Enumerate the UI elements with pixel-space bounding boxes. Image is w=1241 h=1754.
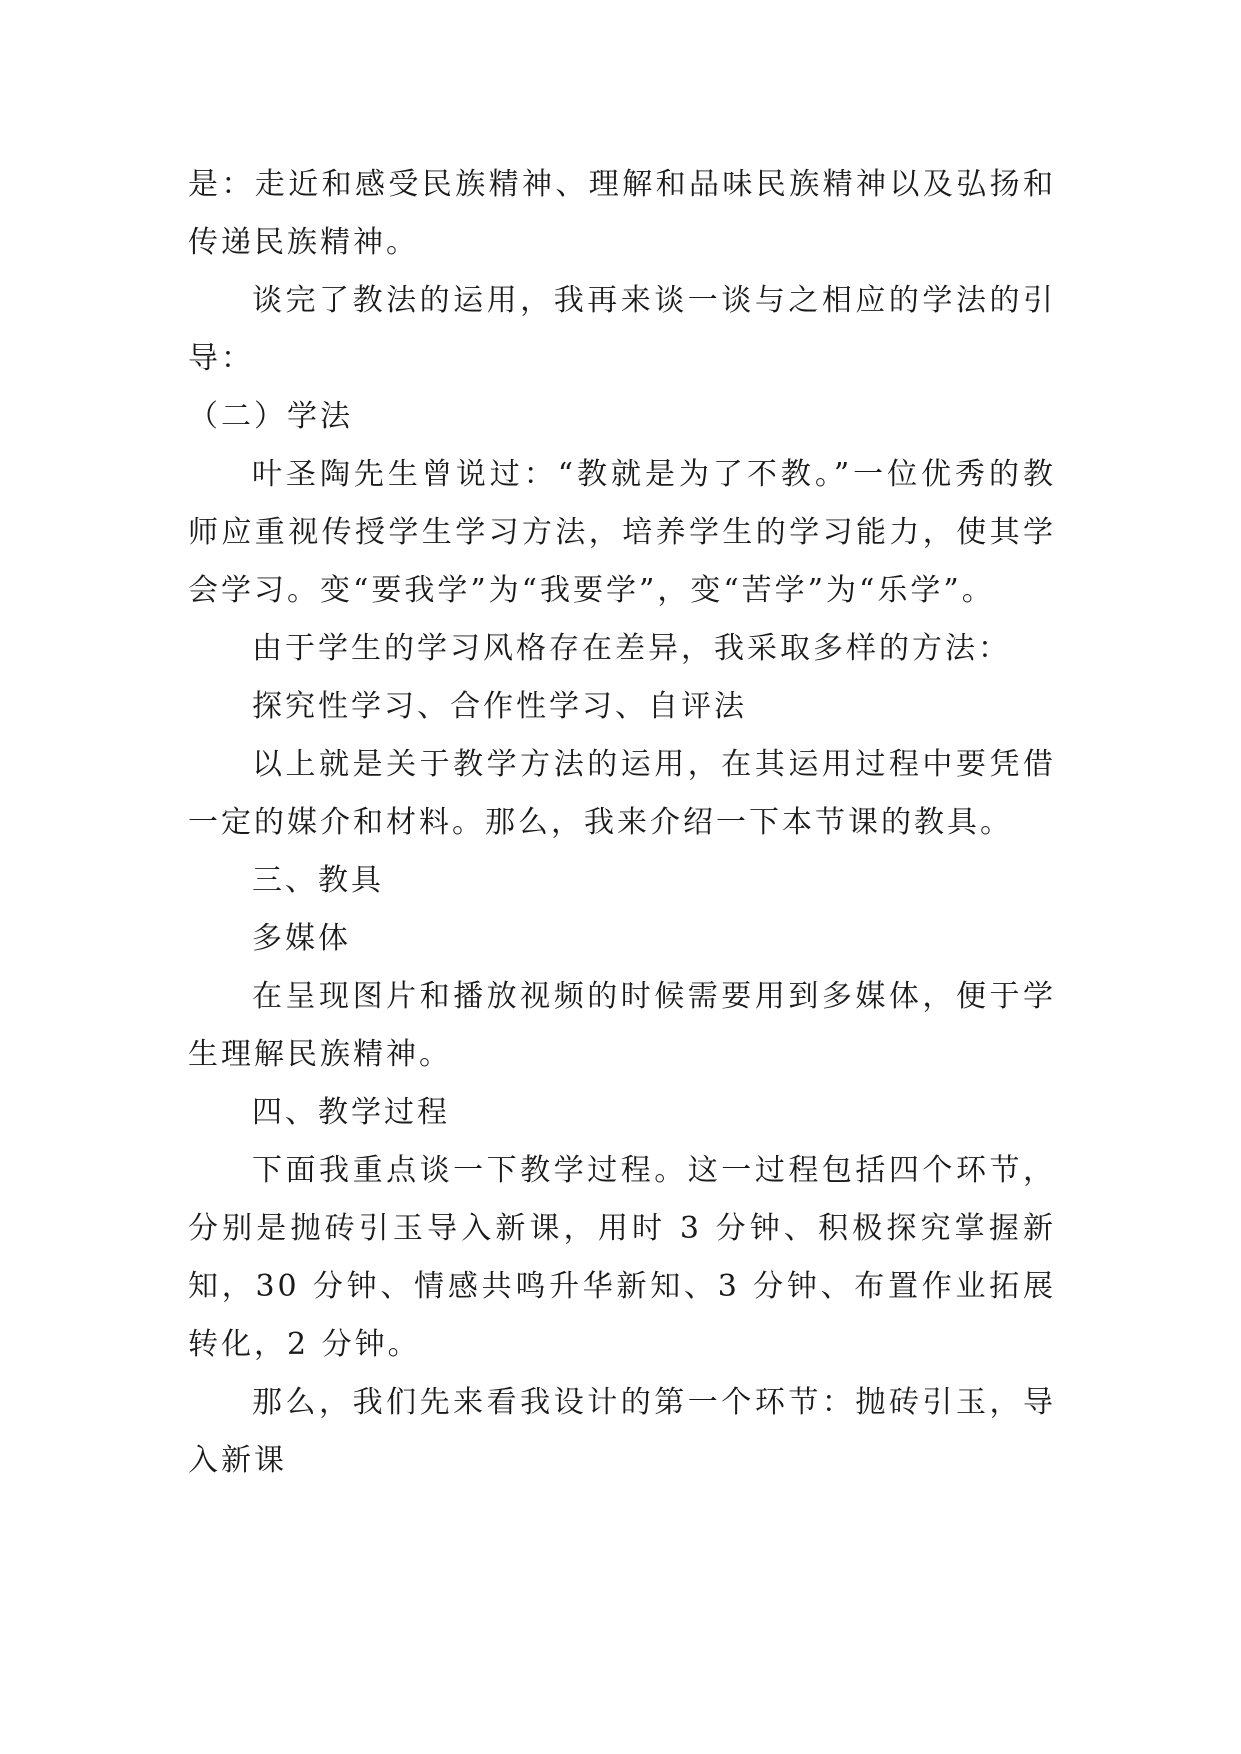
paragraph-multimedia: 多媒体	[252, 921, 351, 956]
paragraph-quote: 叶圣陶先生曾说过：“教就是为了不教。”一位优秀的教师应重视传授学生学习方法，培养学生的学习能力，使其学会学习。变“要我学”为“我要学”，变“苦学”为“乐学”。	[188, 457, 1056, 608]
paragraph-teaching-aids-intro: 以上就是关于教学方法的运用，在其运用过程中要凭借一定的媒介和材料。那么，我来介绍一下本节课的教具。	[188, 747, 1056, 840]
paragraph-methods-intro: 由于学生的学习风格存在差异，我采取多样的方法：	[252, 631, 1011, 666]
document-body	[188, 156, 1056, 1490]
section-heading-learning-method: （二）学法	[188, 399, 353, 434]
paragraph-methods-list: 探究性学习、合作性学习、自评法	[252, 689, 747, 724]
paragraph-process-overview: 下面我重点谈一下教学过程。这一过程包括四个环节，分别是抛砖引玉导入新课，用时 3 分钟、积极探究掌握新知，30 分钟、情感共鸣升华新知、3 分钟、布置作业拓展转化，2 分钟。	[188, 1153, 1056, 1362]
paragraph-transition: 谈完了教法的运用，我再来谈一谈与之相应的学法的引导：	[188, 283, 1056, 376]
section-heading-teaching-aids: 三、教具	[252, 863, 384, 898]
paragraph-first-stage: 那么，我们先来看我设计的第一个环节：抛砖引玉，导入新课	[188, 1385, 1056, 1478]
paragraph-continuation: 是：走近和感受民族精神、理解和品味民族精神以及弘扬和传递民族精神。	[188, 167, 1056, 260]
section-heading-teaching-process: 四、教学过程	[252, 1095, 450, 1130]
paragraph-multimedia-usage: 在呈现图片和播放视频的时候需要用到多媒体，便于学生理解民族精神。	[188, 979, 1056, 1072]
